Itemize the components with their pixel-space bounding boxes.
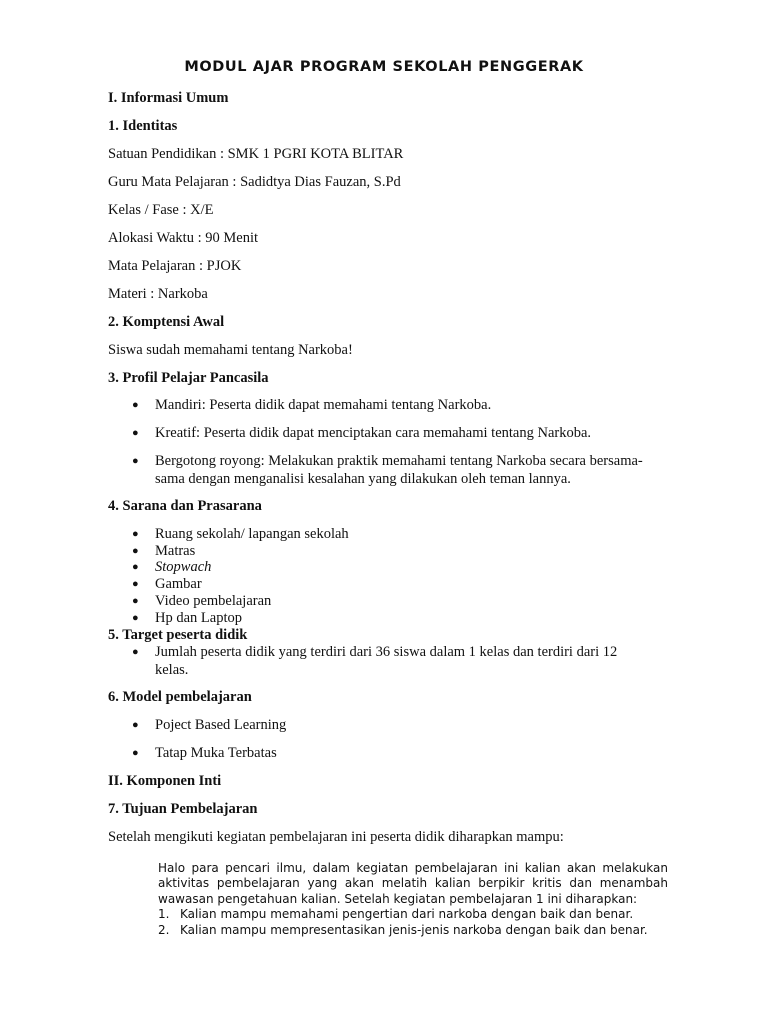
identitas-materi: Materi : Narkoba (108, 286, 208, 302)
heading-komponen-inti: II. Komponen Inti (108, 773, 222, 789)
heading-profil: 3. Profil Pelajar Pancasila (108, 370, 269, 386)
identitas-guru: Guru Mata Pelajaran : Sadidtya Dias Fauzan, S.Pd (108, 174, 401, 190)
heading-model: 6. Model pembelajaran (108, 689, 252, 705)
profil-item: Kreatif: Peserta didik dapat menciptakan cara memahami tentang Narkoba. (155, 425, 592, 441)
bullet-icon: ● (132, 747, 139, 759)
list-number: 2. (158, 922, 170, 937)
sarana-item: Hp dan Laptop (155, 610, 242, 626)
bullet-icon: ● (132, 561, 139, 573)
list-item (158, 907, 668, 922)
heading-target: 5. Target peserta didik (108, 627, 248, 643)
target-item-continuation: kelas. (155, 662, 189, 678)
bullet-icon: ● (132, 455, 139, 467)
bullet-icon: ● (132, 399, 139, 411)
identitas-alokasi: Alokasi Waktu : 90 Menit (108, 230, 258, 246)
profil-item-continuation: sama dengan menganalisi kesalahan yang dilakukan oleh teman lannya. (155, 471, 571, 487)
sarana-item: Gambar (155, 576, 202, 592)
profil-item: Bergotong royong: Melakukan praktik memahami tentang Narkoba secara bersama- (155, 453, 643, 469)
heading-informasi-umum: I. Informasi Umum (108, 90, 229, 106)
kompetensi-text: Siswa sudah memahami tentang Narkoba! (108, 342, 353, 358)
identitas-satuan: Satuan Pendidikan : SMK 1 PGRI KOTA BLITAR (108, 146, 404, 162)
list-number: 1. (158, 907, 170, 922)
bullet-icon: ● (132, 719, 139, 731)
identitas-mapel: Mata Pelajaran : PJOK (108, 258, 242, 274)
heading-tujuan: 7. Tujuan Pembelajaran (108, 801, 258, 817)
sarana-item: Matras (155, 543, 196, 559)
sarana-item: Ruang sekolah/ lapangan sekolah (155, 526, 349, 542)
sarana-item: Video pembelajaran (155, 593, 272, 609)
list-text: Kalian mampu mempresentasikan jenis-jenis narkoba dengan baik dan benar. (180, 922, 648, 937)
list-text: Kalian mampu memahami pengertian dari narkoba dengan baik dan benar. (180, 907, 634, 922)
heading-identitas: 1. Identitas (108, 118, 178, 134)
document-title: MODUL AJAR PROGRAM SEKOLAH PENGGERAK (184, 59, 584, 75)
heading-kompetensi: 2. Komptensi Awal (108, 314, 225, 330)
heading-sarana: 4. Sarana dan Prasarana (108, 498, 262, 514)
target-item: Jumlah peserta didik yang terdiri dari 36 siswa dalam 1 kelas dan terdiri dari 12 (155, 644, 618, 660)
sarana-item: Stopwach (155, 559, 212, 575)
tujuan-intro: Setelah mengikuti kegiatan pembelajaran ini peserta didik diharapkan mampu: (108, 829, 564, 845)
bullet-icon: ● (132, 578, 139, 590)
bullet-icon: ● (132, 612, 139, 624)
list-item (158, 923, 668, 938)
profil-item: Mandiri: Peserta didik dapat memahami tentang Narkoba. (155, 397, 492, 413)
bullet-icon: ● (132, 545, 139, 557)
bullet-icon: ● (132, 528, 139, 540)
tujuan-box (158, 861, 668, 938)
bullet-icon: ● (132, 427, 139, 439)
model-item: Poject Based Learning (155, 717, 287, 733)
bullet-icon: ● (132, 646, 139, 658)
identitas-kelas: Kelas / Fase : X/E (108, 202, 214, 218)
tujuan-paragraph: Halo para pencari ilmu, dalam kegiatan pembelajaran ini kalian akan melakukan aktivitas pembelajaran yang akan melatih kalian berpikir kritis dan menambah wawasan pengetahuan kalian. Setelah kegiatan pembelajaran 1 ini diharapkan: (158, 861, 668, 906)
model-item: Tatap Muka Terbatas (155, 745, 277, 761)
bullet-icon: ● (132, 595, 139, 607)
